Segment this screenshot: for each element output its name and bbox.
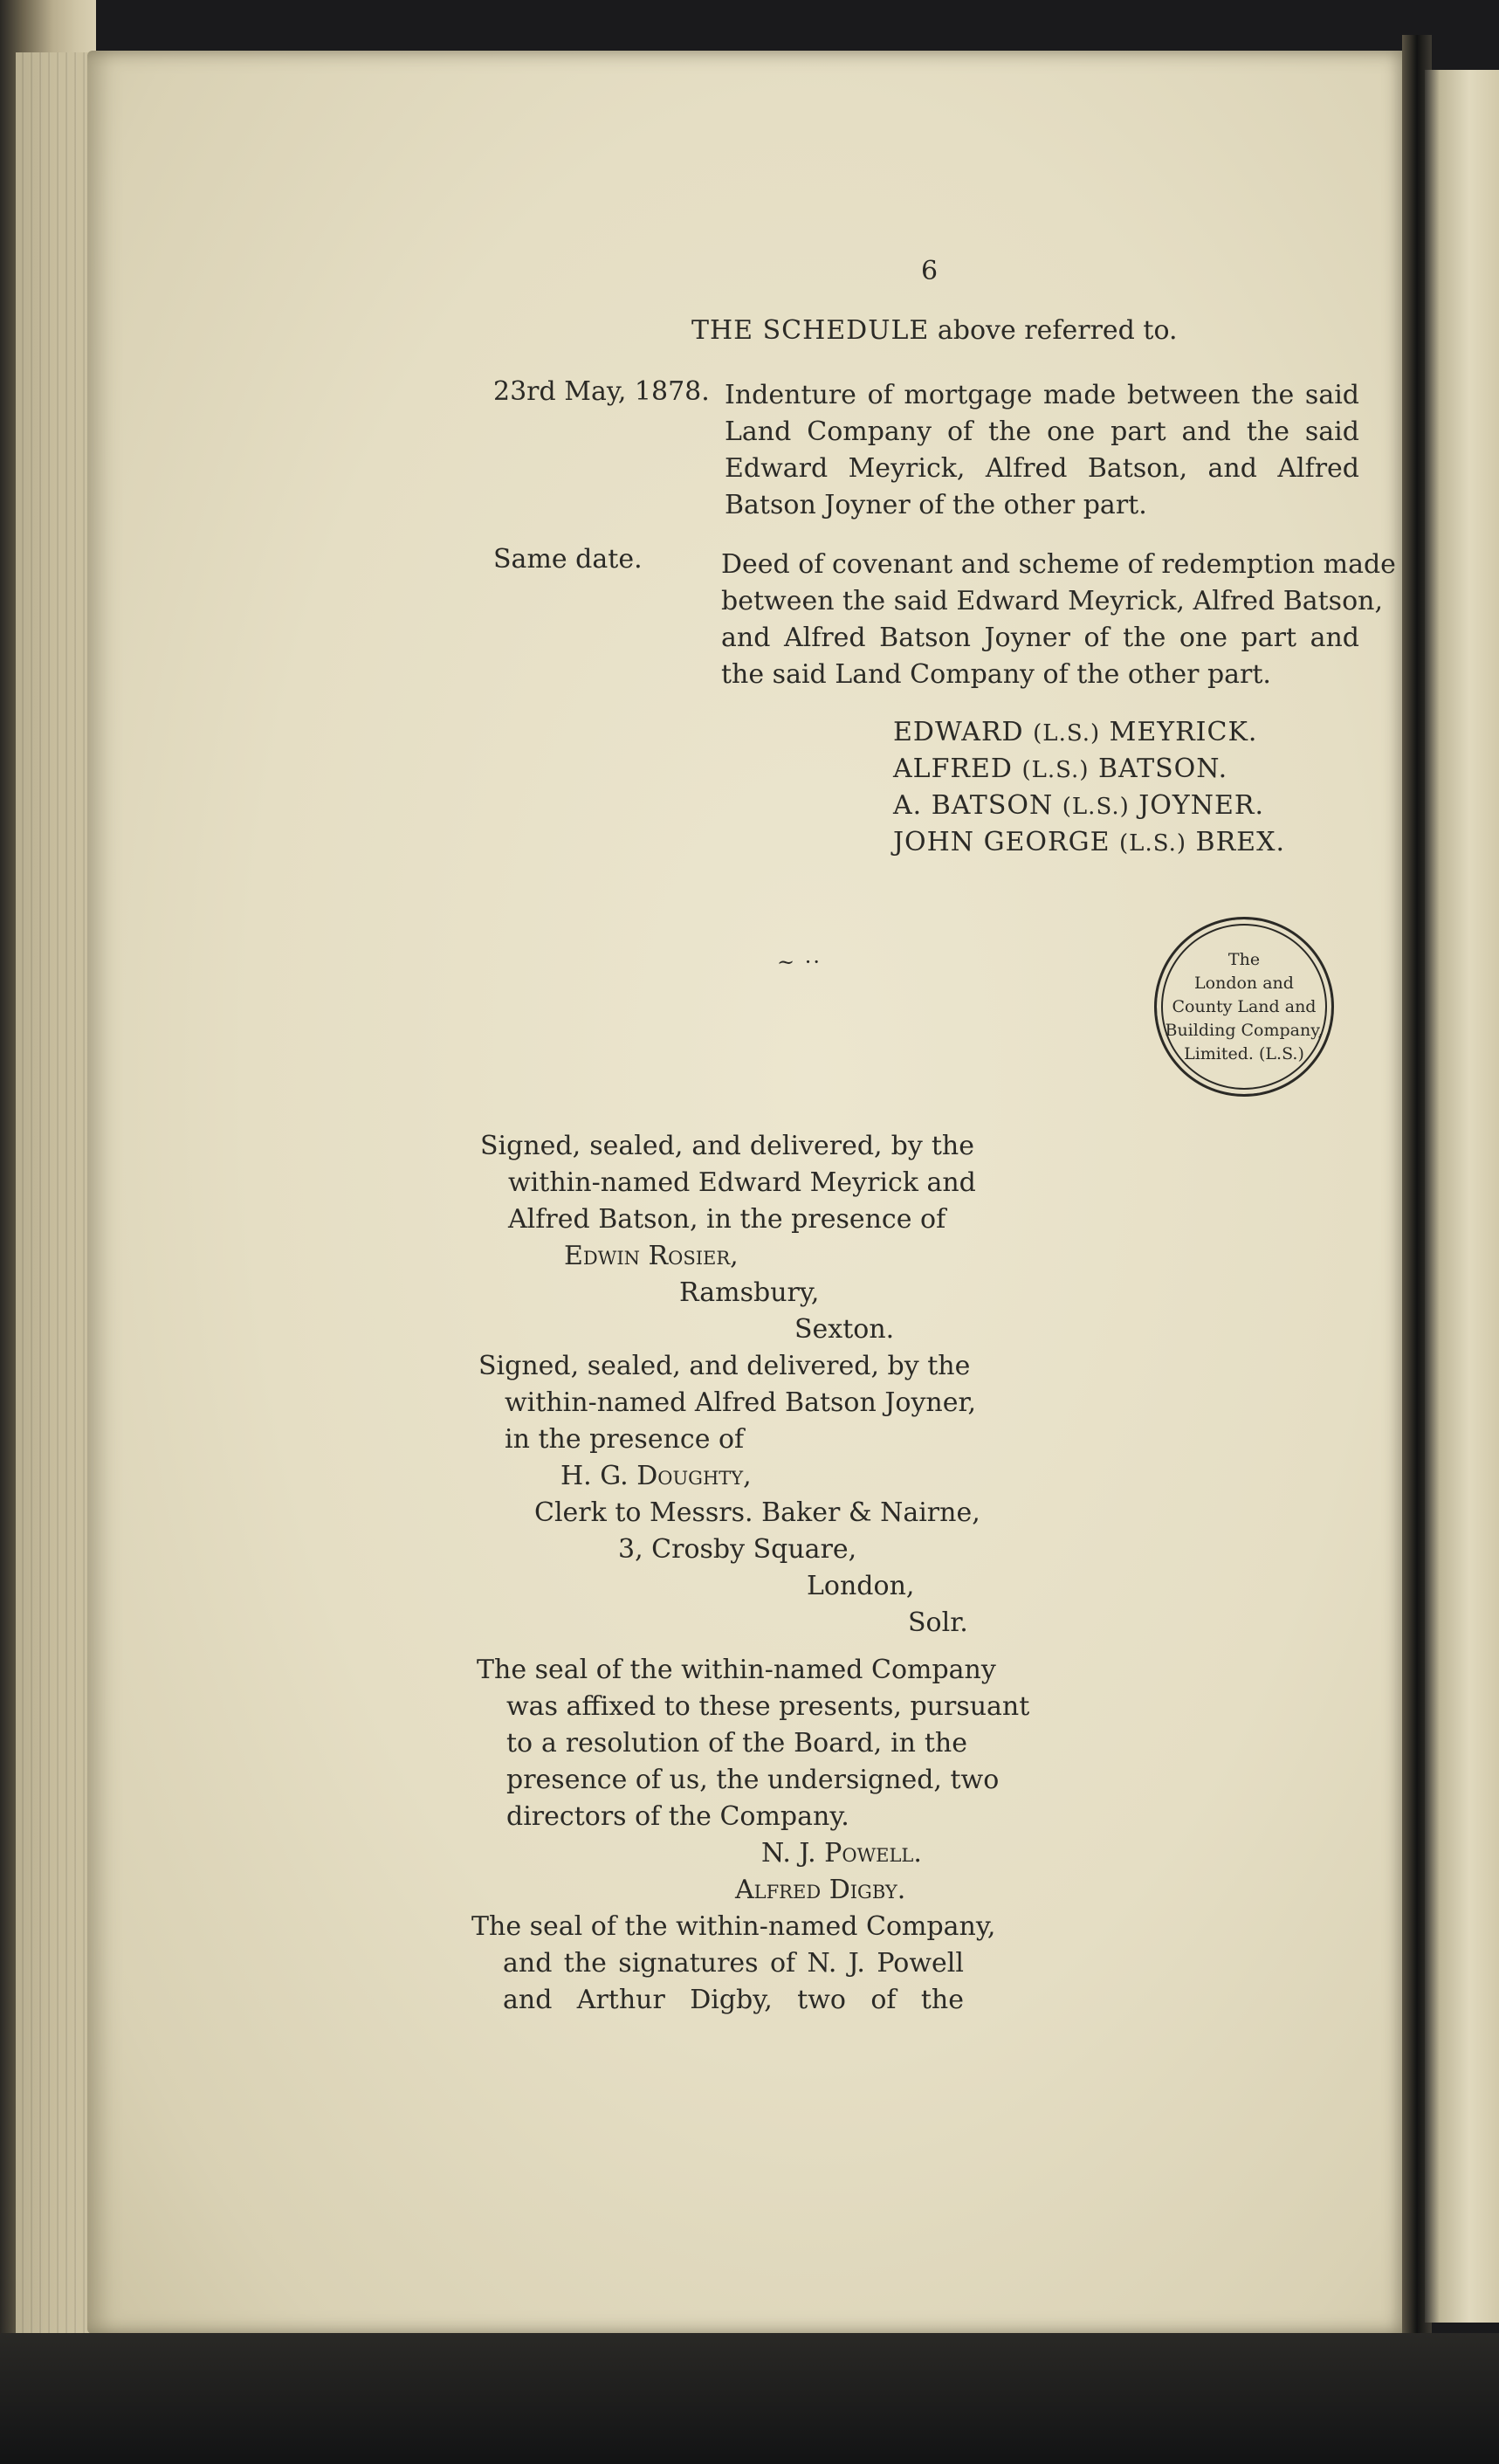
company-seal-text: The London and County Land and Building Company, Limited. (L.S.) — [1165, 949, 1324, 1063]
witness-title: Solr. — [908, 1607, 968, 1638]
schedule-entry-line: the said Land Company of the other part. — [721, 659, 1271, 690]
attestation-line: to a resolution of the Board, in the — [506, 1728, 967, 1759]
witness-name: Edwin Rosier, — [564, 1241, 739, 1271]
attestation-line: within-named Alfred Batson Joyner, — [505, 1387, 977, 1418]
separator-mark: ~ ·· — [777, 950, 822, 974]
attestation-line: was affixed to these presents, pursuant — [506, 1691, 1030, 1722]
signature-first-name: A. BATSON — [893, 790, 1054, 821]
attestation-line: Signed, sealed, and delivered, by the — [478, 1351, 971, 1381]
attestation-line: Signed, sealed, and delivered, by the — [480, 1131, 974, 1161]
signature-surname: JOYNER. — [1138, 790, 1264, 821]
director-signature: N. J. Powell. — [761, 1838, 922, 1869]
signature-line — [893, 714, 1257, 752]
attestation-line: and Arthur Digby, two of the — [503, 1985, 964, 2015]
attestation-line: and the signatures of N. J. Powell — [503, 1948, 964, 1979]
signature-line — [893, 788, 1264, 825]
attestation-line: in the presence of — [505, 1424, 745, 1455]
book-cover-bottom — [0, 2333, 1499, 2464]
page-number: 6 — [921, 256, 939, 286]
company-seal — [1154, 917, 1334, 1097]
witness-city: London, — [807, 1571, 915, 1601]
witness-occupation: Sexton. — [794, 1314, 895, 1345]
schedule-entry-line: Batson Joyner of the other part. — [725, 490, 1147, 520]
director-signature: Alfred Digby. — [735, 1875, 906, 1905]
signature-seal: (L.S.) — [1021, 757, 1090, 783]
signature-first-name: ALFRED — [893, 754, 1013, 784]
signature-line — [893, 751, 1227, 788]
witness-place: Ramsbury, — [679, 1277, 820, 1308]
attestation-line: within-named Edward Meyrick and — [508, 1167, 976, 1198]
signature-line — [893, 824, 1285, 862]
signature-seal: (L.S.) — [1062, 794, 1130, 820]
signature-surname: MEYRICK. — [1109, 717, 1258, 747]
signature-surname: BREX. — [1195, 827, 1285, 857]
signature-surname: BATSON. — [1098, 754, 1228, 784]
witness-address: 3, Crosby Square, — [618, 1534, 857, 1565]
witness-name: H. G. Doughty, — [560, 1461, 752, 1491]
schedule-heading-rest: above referred to. — [929, 315, 1178, 346]
signature-seal: (L.S.) — [1119, 830, 1186, 857]
witness-occupation: Clerk to Messrs. Baker & Nairne, — [534, 1497, 980, 1528]
schedule-entry-line: Edward Meyrick, Alfred Batson, and Alfred — [725, 453, 1359, 484]
signature-seal: (L.S.) — [1033, 720, 1101, 747]
attestation-line: The seal of the within-named Company, — [471, 1911, 996, 1942]
schedule-entry-line: Land Company of the one part and the said — [725, 416, 1359, 447]
schedule-heading — [691, 313, 1178, 349]
attestation-line: presence of us, the undersigned, two — [506, 1765, 1000, 1795]
signature-first-name: EDWARD — [893, 717, 1024, 747]
schedule-entry-date: Same date. — [493, 544, 643, 575]
schedule-entry-line: and Alfred Batson Joyner of the one part and — [721, 623, 1359, 653]
facing-page-edge — [1425, 70, 1499, 2323]
signature-first-name: JOHN GEORGE — [893, 827, 1110, 857]
schedule-entry-line: Indenture of mortgage made between the said — [725, 380, 1359, 410]
attestation-line: Alfred Batson, in the presence of — [508, 1204, 946, 1235]
schedule-entry-line: between the said Edward Meyrick, Alfred Batson, — [721, 586, 1383, 616]
schedule-entry-line: Deed of covenant and scheme of redemption made — [721, 549, 1396, 580]
attestation-line: The seal of the within-named Company — [477, 1655, 996, 1685]
schedule-entry-date: 23rd May, 1878. — [493, 376, 710, 407]
schedule-heading-title: THE SCHEDULE — [691, 315, 930, 346]
attestation-line: directors of the Company. — [506, 1801, 849, 1832]
